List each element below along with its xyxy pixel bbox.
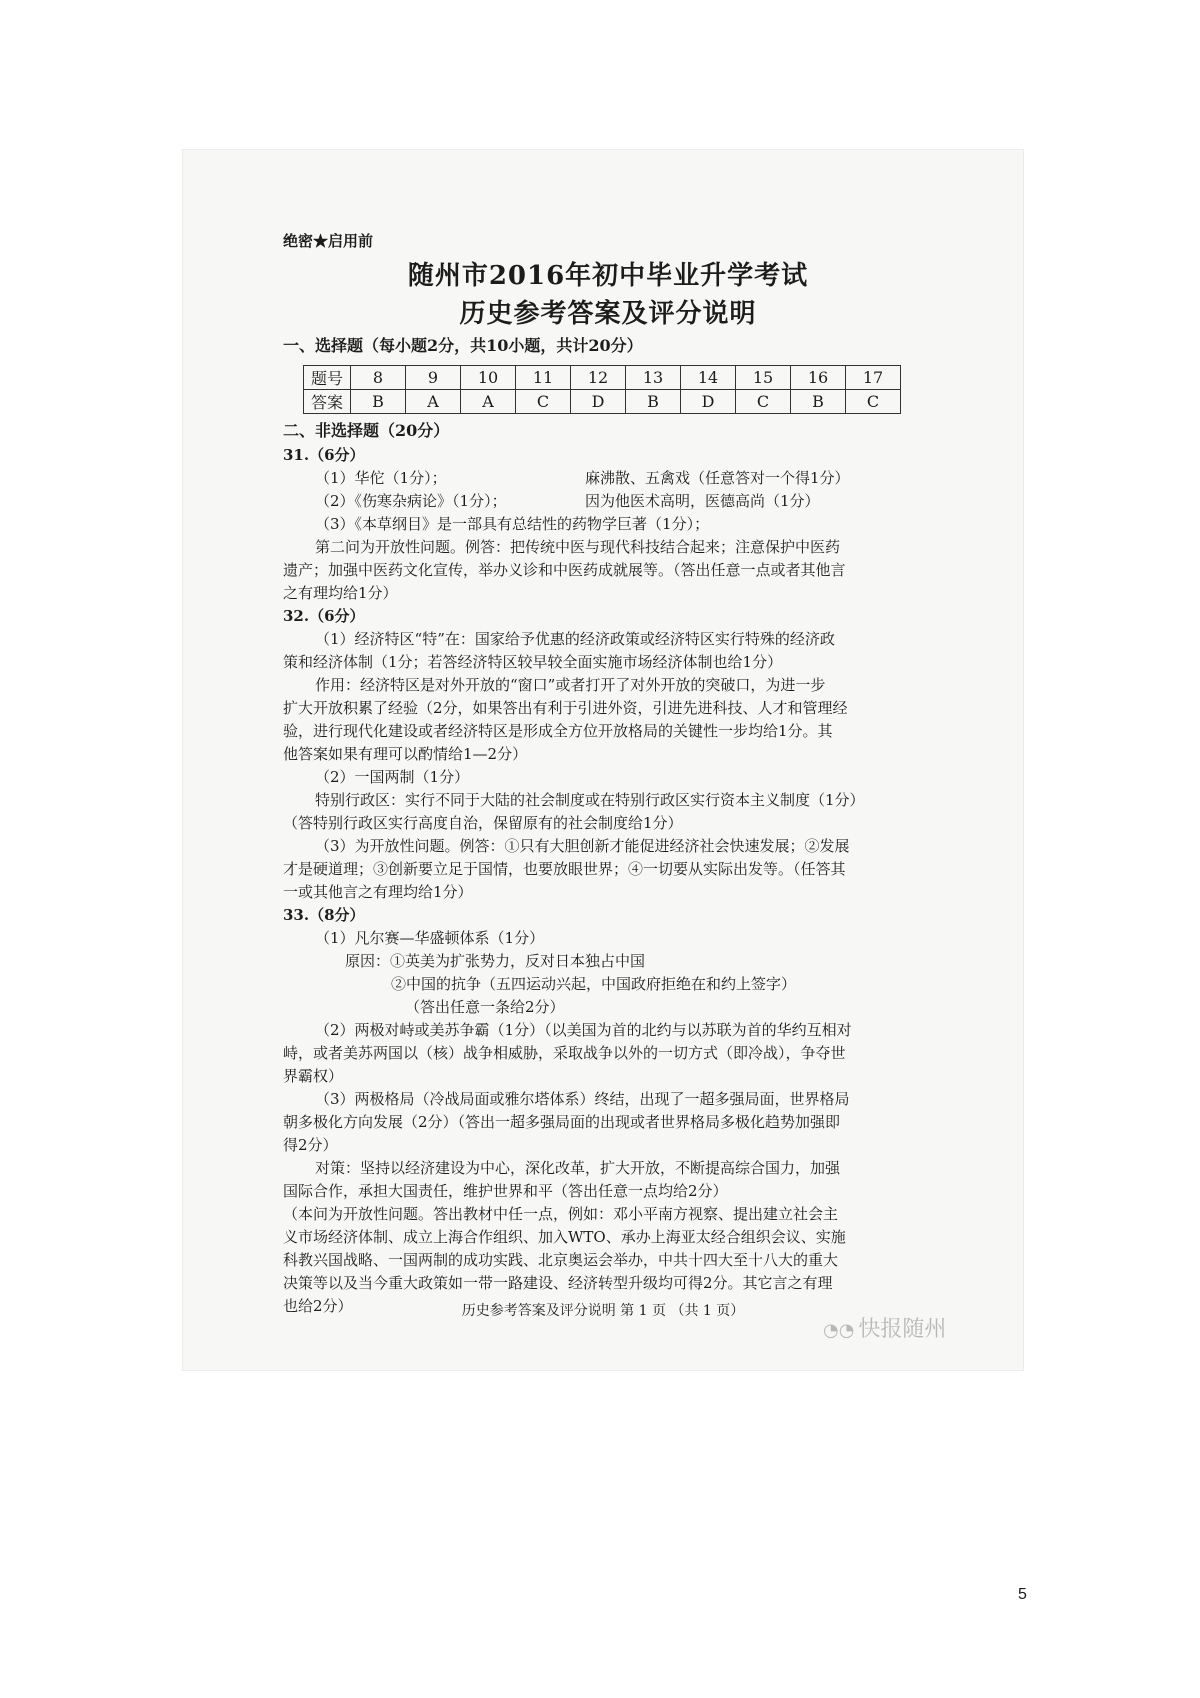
answer-cell: C bbox=[736, 390, 791, 414]
answer-line: 一或其他言之有理均给1分） bbox=[283, 883, 473, 901]
answer-line: 朝多极化方向发展（2分）（答出一超多强局面的出现或者世界格局多极化趋势加强即 bbox=[283, 1113, 841, 1131]
question-number-row bbox=[304, 366, 901, 390]
answer-line bbox=[283, 490, 933, 513]
answer-cell: B bbox=[791, 390, 846, 414]
question-33-heading: 33.（8分） bbox=[283, 906, 365, 924]
question-number: 12 bbox=[571, 366, 626, 390]
answer-line: 之有理均给1分） bbox=[283, 584, 398, 602]
question-number: 11 bbox=[516, 366, 571, 390]
answer-line: （2）一国两制（1分） bbox=[315, 768, 470, 786]
scanned-document bbox=[183, 150, 1023, 1370]
answer-line: （2）两极对峙或美苏争霸（1分）（以美国为首的北约与以苏联为首的华约互相对 bbox=[315, 1021, 852, 1039]
question-number: 13 bbox=[626, 366, 681, 390]
answer-line: 义市场经济体制、成立上海合作组织、加入WTO、承办上海亚太经合组织会议、实施 bbox=[283, 1228, 846, 1246]
answer-cell: A bbox=[461, 390, 516, 414]
answer-line: 对策：坚持以经济建设为中心，深化改革，扩大开放，不断提高综合国力，加强 bbox=[315, 1159, 841, 1177]
answer-table bbox=[303, 365, 901, 414]
question-number: 14 bbox=[681, 366, 736, 390]
question-31-heading: 31.（6分） bbox=[283, 446, 365, 464]
answer-line: （答特别行政区实行高度自治，保留原有的社会制度给1分） bbox=[283, 814, 683, 832]
wechat-logo-icon: ◔◔ bbox=[823, 1320, 855, 1341]
part1-heading: 一、选择题（每小题2分，共10小题，共计20分） bbox=[283, 336, 643, 355]
answer-cell: A bbox=[406, 390, 461, 414]
question-number: 9 bbox=[406, 366, 461, 390]
answer-cell: B bbox=[351, 390, 406, 414]
answer-text: 因为他医术高明，医德高尚（1分） bbox=[585, 492, 820, 510]
answer-line: 扩大开放积累了经验（2分，如果答出有利于引进外资，引进先进科技、人才和管理经 bbox=[283, 699, 848, 717]
answer-line: 特别行政区：实行不同于大陆的社会制度或在特别行政区实行资本主义制度（1分） bbox=[315, 791, 865, 809]
answer-line: 策和经济体制（1分；若答经济特区较早较全面实施市场经济体制也给1分） bbox=[283, 653, 783, 671]
part2-heading: 二、非选择题（20分） bbox=[283, 421, 450, 440]
answer-row bbox=[304, 390, 901, 414]
watermark-text: 快报随州 bbox=[858, 1317, 947, 1342]
answer-text: （1）华佗（1分）； bbox=[315, 469, 447, 487]
document-title: 历史参考答案及评分说明 bbox=[459, 299, 757, 329]
answer-line: 得2分） bbox=[283, 1136, 338, 1154]
answer-cell: B bbox=[626, 390, 681, 414]
answer-line: 科教兴国战略、一国两制的成功实践、北京奥运会举办，中共十四大至十八大的重大 bbox=[283, 1251, 839, 1269]
document-content bbox=[283, 230, 933, 1318]
answer-line: （3）为开放性问题。例答：①只有大胆创新才能促进经济社会快速发展；②发展 bbox=[315, 837, 850, 855]
answer-cell: C bbox=[846, 390, 901, 414]
confidential-mark: 绝密★启用前 bbox=[283, 232, 374, 250]
answer-line: 也给2分） bbox=[283, 1297, 353, 1315]
answer-cell: D bbox=[571, 390, 626, 414]
question-number: 17 bbox=[846, 366, 901, 390]
question-number: 8 bbox=[351, 366, 406, 390]
row-label: 答案 bbox=[304, 390, 351, 414]
answer-line bbox=[283, 467, 933, 490]
question-number: 15 bbox=[736, 366, 791, 390]
answer-line: 界霸权） bbox=[283, 1067, 344, 1085]
answer-text: 麻沸散、五禽戏（任意答对一个得1分） bbox=[585, 469, 850, 487]
answer-line: 第二问为开放性问题。例答：把传统中医与现代科技结合起来；注意保护中医药 bbox=[315, 538, 841, 556]
answer-cell: C bbox=[516, 390, 571, 414]
answer-line: ②中国的抗争（五四运动兴起，中国政府拒绝在和约上签字） bbox=[391, 975, 797, 993]
question-32-heading: 32.（6分） bbox=[283, 607, 365, 625]
answer-line: 原因：①英美为扩张势力，反对日本独占中国 bbox=[345, 952, 646, 970]
answer-line: （本问为开放性问题。答出教材中任一点，例如：邓小平南方视察、提出建立社会主 bbox=[283, 1205, 839, 1223]
answer-line: （答出任意一条给2分） bbox=[405, 998, 565, 1016]
page-number: 5 bbox=[1018, 1586, 1027, 1603]
answer-line: （1）经济特区“特”在：国家给予优惠的经济政策或经济特区实行特殊的经济政 bbox=[315, 630, 835, 648]
answer-line: 验，进行现代化建设或者经济特区是形成全方位开放格局的关键性一步均给1分。其 bbox=[283, 722, 833, 740]
question-number: 10 bbox=[461, 366, 516, 390]
answer-cell: D bbox=[681, 390, 736, 414]
watermark bbox=[823, 1312, 946, 1343]
answer-text: （2）《伤寒杂病论》（1分）； bbox=[315, 492, 507, 510]
answer-line: 他答案如果有理可以酌情给1—2分） bbox=[283, 745, 528, 763]
answer-line: 峙，或者美苏两国以（核）战争相威胁，采取战争以外的一切方式（即冷战），争夺世 bbox=[283, 1044, 846, 1062]
answer-line: （1）凡尔赛—华盛顿体系（1分） bbox=[315, 929, 545, 947]
exam-title: 随州市2016年初中毕业升学考试 bbox=[407, 261, 809, 291]
row-label: 题号 bbox=[304, 366, 351, 390]
answer-line: 才是硬道理；③创新要立足于国情，也要放眼世界；④一切要从实际出发等。（任答其 bbox=[283, 860, 846, 878]
answer-line: 作用：经济特区是对外开放的“窗口”或者打开了对外开放的突破口，为进一步 bbox=[315, 676, 826, 694]
page-footer: 历史参考答案及评分说明 第 1 页 （共 1 页） bbox=[461, 1303, 745, 1319]
answer-line: 决策等以及当今重大政策如一带一路建设、经济转型升级均可得2分。其它言之有理 bbox=[283, 1274, 833, 1292]
answer-line: 国际合作，承担大国责任，维护世界和平（答出任意一点均给2分） bbox=[283, 1182, 728, 1200]
question-number: 16 bbox=[791, 366, 846, 390]
answer-line: （3）《本草纲目》是一部具有总结性的药物学巨著（1分）； bbox=[315, 515, 710, 533]
answer-line: 遗产；加强中医药文化宣传，举办义诊和中医药成就展等。（答出任意一点或者其他言 bbox=[283, 561, 846, 579]
answer-line: （3）两极格局（冷战局面或雅尔塔体系）终结，出现了一超多强局面，世界格局 bbox=[315, 1090, 850, 1108]
